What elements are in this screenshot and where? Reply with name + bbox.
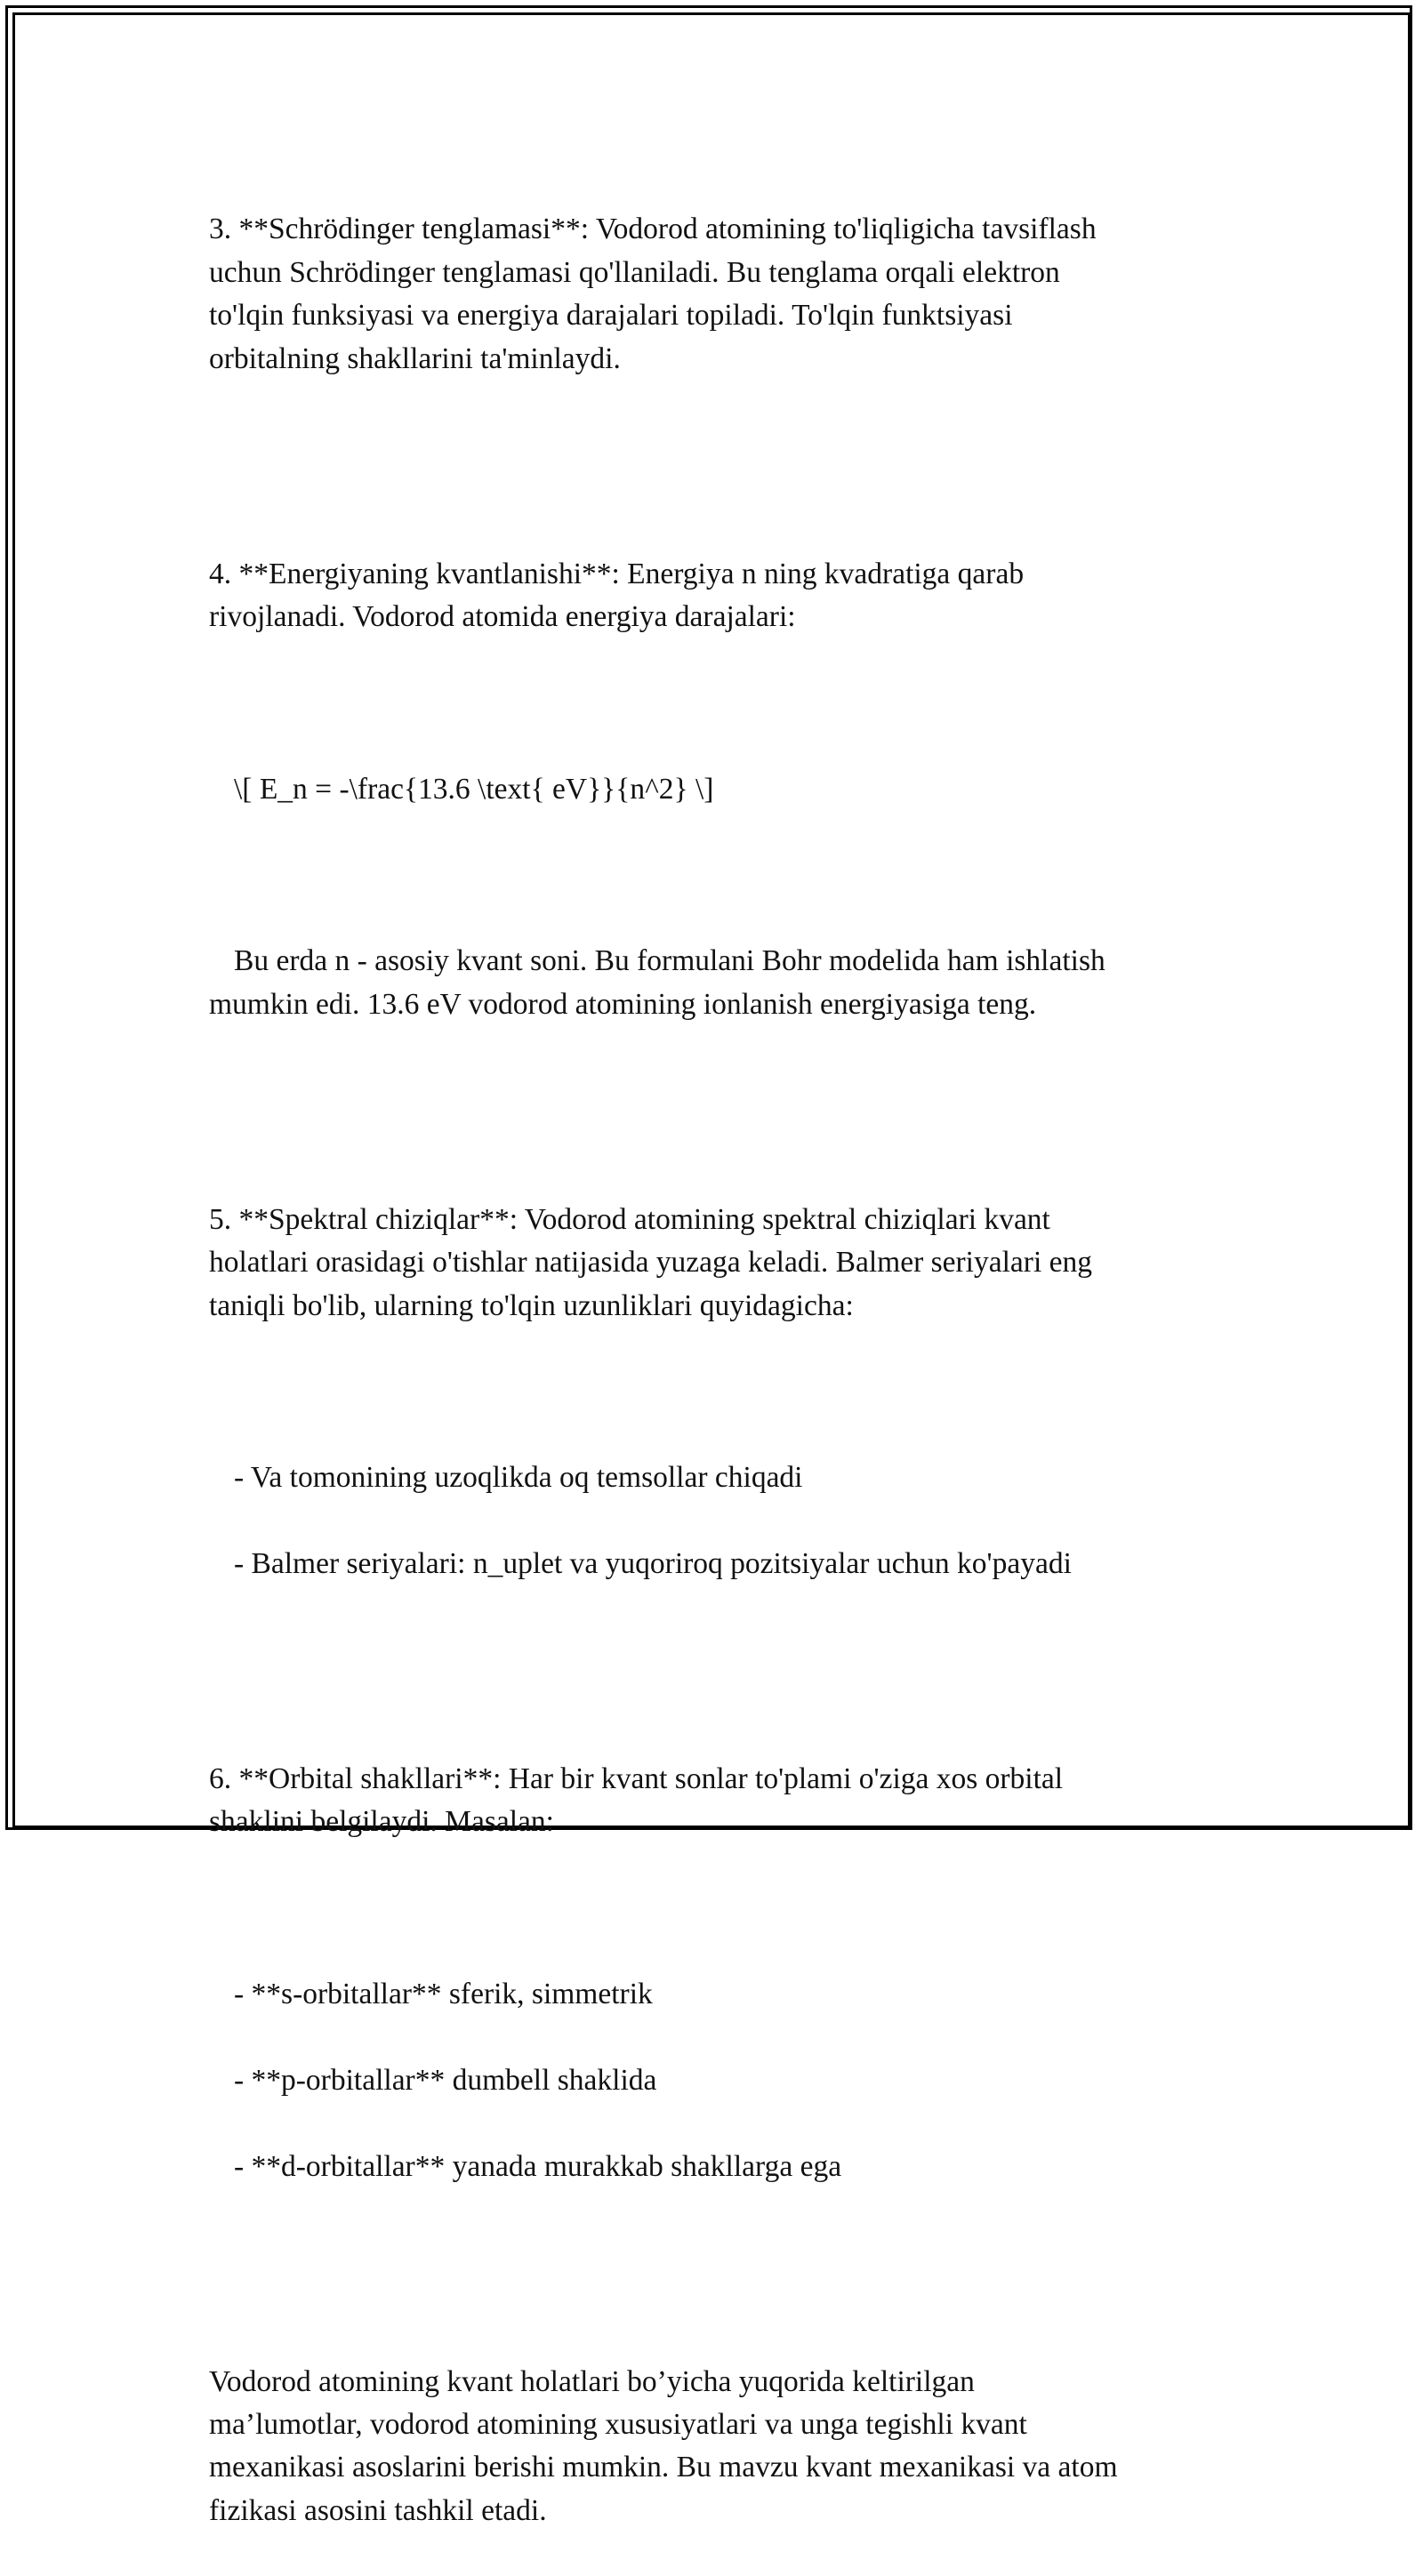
section-4-explanation <box>209 940 1223 1026</box>
section-6-paragraph: 6. **Orbital shakllari**: Har bir kvant sonlar to'plami o'ziga xos orbital shaklini belgilaydi. Masalan: <box>209 1761 1064 1839</box>
section-3-paragraph: 3. **Schrödinger tenglamasi**: Vodorod atomining to'liqligicha tavsiflash uchun Schrödinger tenglamasi qo'llaniladi. Bu tenglama orqali elektron to'lqin funksiyasi va energiya darajalari topiladi. To'lqin funktsiyasi orbitalning shakllarini ta'minlaydi. <box>209 213 1097 375</box>
section-4-explanation-text: Bu erda n - asosiy kvant soni. Bu formulani Bohr modelida ham ishlatish mumkin edi. 13.6 eV vodorod atomining ionlanish energiyasiga teng. <box>209 944 1105 1021</box>
section-5-bullet-2: - Balmer seriyalari: n_uplet va yuqoriroq pozitsiyalar uchun ko'payadi <box>234 1546 1072 1580</box>
conclusion-paragraph: Vodorod atomining kvant holatlari bo’yicha yuqorida keltirilgan ma’lumotlar, vodorod atomining xususiyatlari va unga tegishli kvant mexanikasi asoslarini berishi mumkin. Bu mavzu kvant mexanikasi va atom fizikasi asosini tashkil etadi. <box>209 2364 1118 2527</box>
paragraph-gap <box>209 1370 1223 1413</box>
paragraph-gap <box>209 1887 1223 1930</box>
section-6-bullet-2: - **p-orbitallar** dumbell shaklida <box>234 2063 657 2097</box>
document-body <box>209 165 1223 2576</box>
energy-formula: \[ E_n = -\frac{13.6 \text{ eV}}{n^2} \] <box>234 772 714 806</box>
paragraph-gap <box>209 1629 1223 1672</box>
section-5-bullet-1: - Va tomonining uzoqlikda oq temsollar chiqadi <box>234 1461 803 1495</box>
section-6-bullet-3: - **d-orbitallar** yanada murakkab shakllarga ega <box>234 2149 842 2183</box>
paragraph-gap <box>209 423 1223 466</box>
paragraph-gap <box>209 1069 1223 1111</box>
section-4-paragraph: 4. **Energiyaning kvantlanishi**: Energiya n ning kvadratiga qarab rivojlanadi. Vodorod atomida energiya darajalari: <box>209 557 1025 634</box>
section-6-bullet-1: - **s-orbitallar** sferik, simmetrik <box>234 1977 653 2010</box>
paragraph-gap <box>209 682 1223 725</box>
paragraph-gap <box>209 854 1223 896</box>
paragraph-gap <box>209 2231 1223 2274</box>
section-5-paragraph: 5. **Spektral chiziqlar**: Vodorod atomining spektral chiziqlari kvant holatlari orasidagi o'tishlar natijasida yuzaga keladi. Balmer seriyalari eng taniqli bo'lib, ularning to'lqin uzunliklari quyidagicha: <box>209 1202 1092 1322</box>
